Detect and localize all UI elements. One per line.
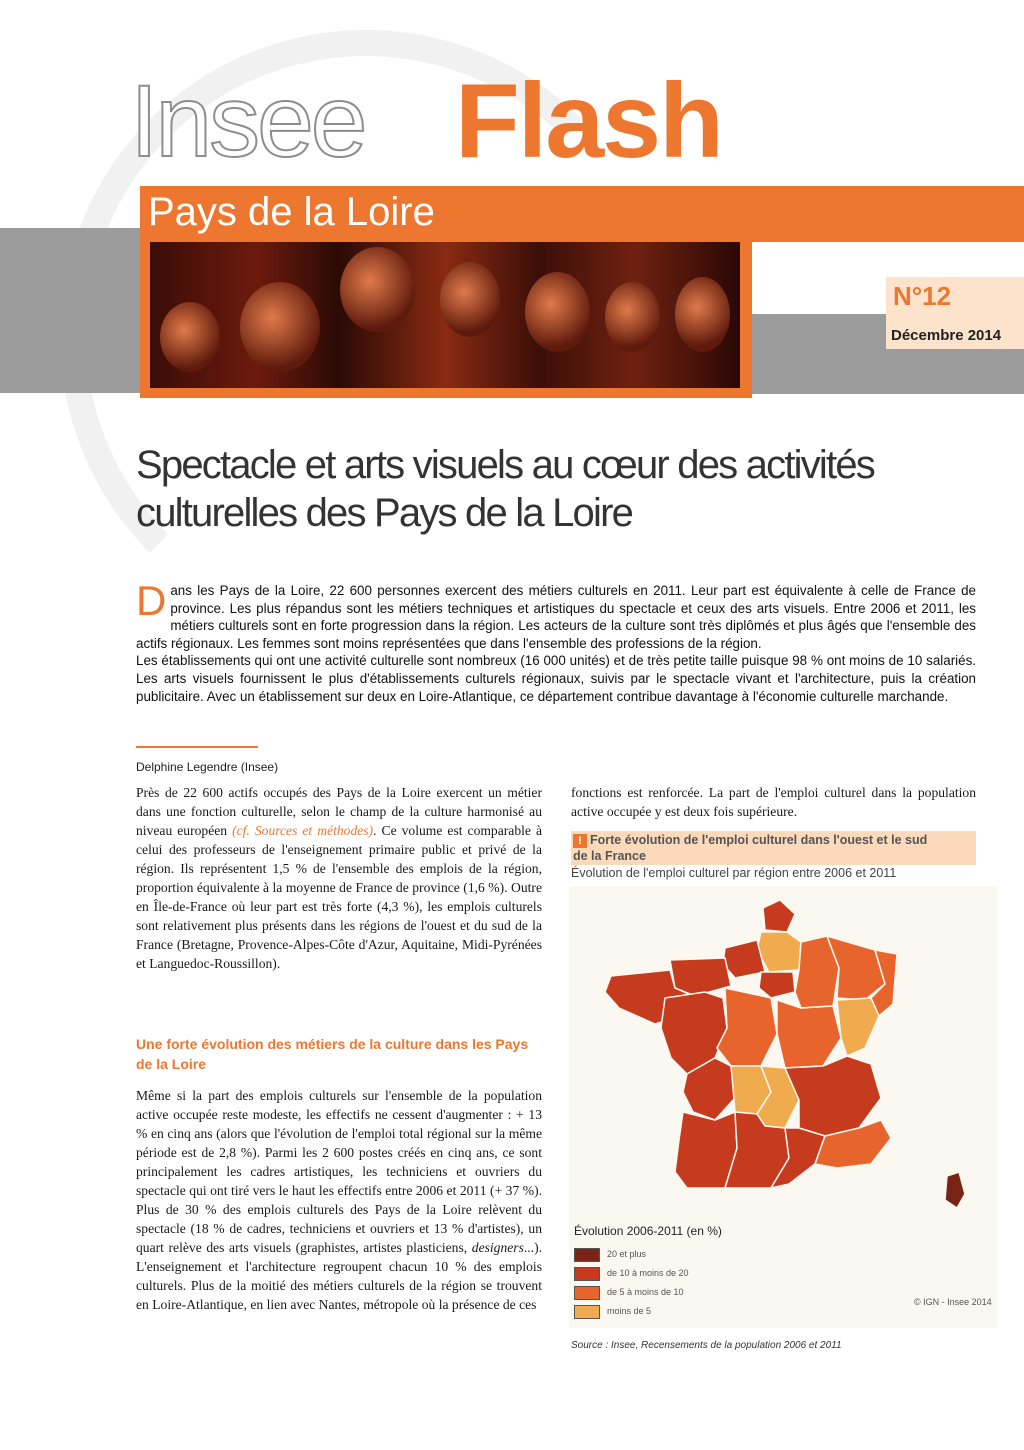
brand-insee: Insee: [130, 64, 365, 178]
lead-paragraph-2: Les établissements qui ont une activité culturelle sont nombreux (16 000 unités) et de très petite taille puisque 98 % ont moins de 10 salariés. Les arts visuels fournissent le plus d'établissements culturels régionaux, suivis par le spectacle vivant et l'architecture, puis la création publicitaire. Avec un établissement sur deux en Loire-Atlantique, ce département contribue davantage à l'économie culturelle marchande.: [136, 653, 976, 704]
body-text: Près de 22 600 actifs occupés des Pays de la Loire exercent un métier dans une fonction culturelle, selon le champ de la culture harmonisé au niveau européen: [136, 785, 542, 838]
map-region-nord-pas-de-calais: [763, 900, 795, 932]
map-region-haute-normandie: [723, 940, 765, 978]
section-subheading: Une forte évolution des métiers de la culture dans les Pays de la Loire: [136, 1036, 529, 1072]
legend-swatch-5-10: [574, 1286, 600, 1300]
legend-label: 20 et plus: [607, 1249, 647, 1259]
figure-title-line1: Forte évolution de l'emploi culturel dans l'ouest et le sud: [590, 833, 928, 847]
legend-title: Évolution 2006-2011 (en %): [574, 1224, 722, 1238]
body-text: . Ce volume est comparable à celui des professeurs de l'enseignement primaire public et privé de la région. Ils représentent 1,5 % de l'ensemble des emplois de la région, proportion équivalente à la moyenne de France de province (1,6 %). Outre en Île-de-France où leur part est très forte (4,3 %), les emplois culturels sont relativement plus présents dans les régions de l'ouest et du sud de la France (Bretagne, Provence-Alpes-Côte d'Azur, Aquitaine, Midi-Pyrénées et Languedoc-Roussillon).: [136, 823, 542, 971]
region-name: Pays de la Loire: [148, 190, 435, 234]
author: Delphine Legendre (Insee): [136, 760, 279, 774]
photo-figure: [340, 247, 415, 332]
photo-figure: [605, 282, 660, 352]
photo-figure: [240, 282, 320, 372]
lead-paragraph-1: ans les Pays de la Loire, 22 600 personnes exercent des métiers culturels en 2011. Leur part est équivalente à celle de France de province. Les plus répandus sont les métiers techniques et artistiques du spectacle et ceux des arts visuels. Entre 2006 et 2011, les métiers culturels sont en forte progression dans la région. Les acteurs de la culture sont très diplômés et plus âgés que l'ensemble des actifs régionaux. Les femmes sont moins représentées que dans l'ensemble des professions de la région.: [136, 583, 976, 651]
lead-divider: [136, 746, 258, 748]
article-title-line2: culturelles des Pays de la Loire: [136, 491, 633, 535]
photo-figure: [440, 262, 500, 337]
legend-swatch-under-5: [574, 1305, 600, 1319]
masthead-grey-band-left: [0, 228, 140, 393]
photo-figure: [675, 277, 730, 352]
map-region-rhone-alpes: [785, 1056, 881, 1136]
body-text: ...). L'enseignement et l'architecture regroupent chacun 10 % des emplois culturels. Plus de la moitié des métiers culturels de la région se trouvent en Loire-Atlantique, en lien avec Nantes, métropole où la présence de ces: [136, 1240, 542, 1312]
legend-label: de 10 à moins de 20: [607, 1268, 689, 1278]
body-paragraph-1: [136, 783, 542, 973]
article-lead: [136, 577, 976, 705]
brand-flash: Flash: [455, 62, 722, 180]
figure-title-line2: de la France: [573, 849, 646, 863]
dropcap: D: [136, 577, 167, 624]
map-copyright: © IGN - Insee 2014: [914, 1297, 992, 1307]
article-title-line1: Spectacle et arts visuels au cœur des activités: [136, 443, 874, 487]
cover-photo: [150, 242, 740, 388]
legend-swatch-20-plus: [574, 1248, 600, 1262]
body-text: Même si la part des emplois culturels sur l'ensemble de la population active occupée reste modeste, les effectifs ne cessent d'augmenter : + 13 % en cinq ans (alors que l'évolution de l'emploi total régional sur la même période est de 2,8 %). Parmi les 2 600 postes créés en cinq ans, ce sont principalement les cadres artistiques, les techniciens et ouvriers du spectacle qui ont tiré vers le haut les effectifs entre 2006 et 2011 (+ 37 %). Plus de 30 % des emplois culturels des Pays de la Loire relèvent du spectacle (18 % de cadres, techniciens et ouvriers et 13 % d'artistes), un quart relève des arts visuels (graphistes, artistes plasticiens,: [136, 1088, 542, 1255]
photo-figure: [160, 302, 220, 372]
map-region-corse: [945, 1172, 965, 1208]
legend-label: de 5 à moins de 10: [607, 1287, 684, 1297]
legend-swatch-10-20: [574, 1267, 600, 1281]
issue-number: N°12: [893, 281, 952, 311]
methods-reference-link[interactable]: (cf. Sources et méthodes): [232, 823, 374, 838]
legend-label: moins de 5: [607, 1306, 652, 1316]
body-paragraph-3: fonctions est renforcée. La part de l'emploi culturel dans la population active occupée y est deux fois supérieure.: [571, 785, 976, 819]
body-paragraph-2: [136, 1086, 542, 1314]
france-region-map: [575, 888, 995, 1208]
issue-date: Décembre 2014: [891, 327, 1002, 344]
body-text-italic: designers: [471, 1240, 524, 1255]
map-region-bourgogne: [777, 1000, 841, 1068]
figure-subtitle: Évolution de l'emploi culturel par région entre 2006 et 2011: [571, 866, 897, 880]
map-region-ile-de-france: [759, 972, 795, 998]
figure-source: Source : Insee, Recensements de la population 2006 et 2011: [571, 1340, 842, 1351]
figure-marker: !: [573, 834, 587, 848]
map-region-franche-comte: [837, 998, 879, 1056]
article-title: [136, 441, 936, 537]
photo-figure: [525, 272, 590, 352]
